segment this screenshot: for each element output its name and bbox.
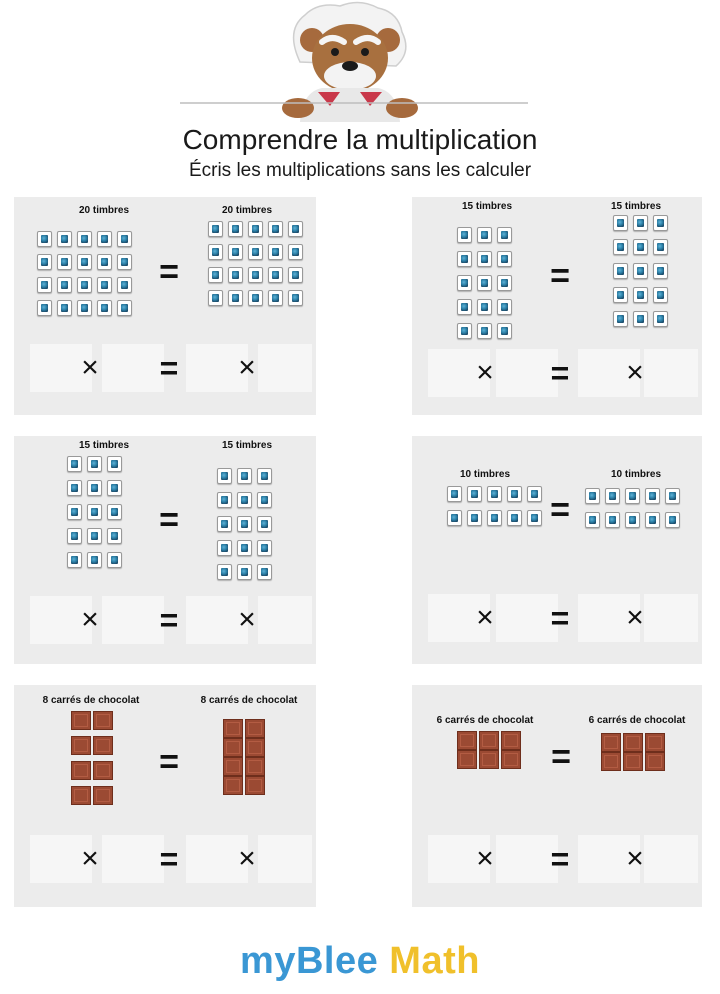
stamp-icon	[248, 221, 263, 237]
item-row	[214, 516, 274, 532]
stamp-icon	[208, 267, 223, 283]
chocolate-square-icon	[645, 752, 665, 771]
stamp-icon	[507, 486, 522, 502]
stamp-icon	[87, 504, 102, 520]
logo-part-2: Math	[378, 940, 480, 982]
item-row	[34, 277, 134, 293]
stamp-icon	[248, 244, 263, 260]
stamp-icon	[107, 504, 122, 520]
chocolate-square-icon	[245, 738, 265, 757]
stamp-icon	[107, 552, 122, 568]
answer-row	[412, 835, 702, 883]
stamp-icon	[257, 564, 272, 580]
stamp-icon	[467, 510, 482, 526]
stamp-icon	[633, 311, 648, 327]
stamp-icon	[97, 300, 112, 316]
item-row	[214, 468, 274, 484]
stamp-icon	[665, 488, 680, 504]
item-row	[582, 488, 682, 504]
right-group-label: 15 timbres	[221, 440, 273, 451]
stamp-icon	[217, 540, 232, 556]
item-row	[34, 231, 134, 247]
stamp-icon	[97, 254, 112, 270]
right-group-label: 8 carrés de chocolat	[200, 695, 298, 706]
item-row	[454, 323, 514, 339]
left-item-group	[454, 227, 514, 347]
answer-box-4[interactable]	[258, 344, 312, 392]
item-row	[70, 736, 114, 755]
chocolate-square-icon	[601, 752, 621, 771]
left-group-label: 20 timbres	[78, 205, 130, 216]
stamp-icon	[57, 254, 72, 270]
stamp-icon	[457, 227, 472, 243]
stamp-icon	[497, 275, 512, 291]
stamp-icon	[57, 231, 72, 247]
stamp-icon	[57, 300, 72, 316]
item-row	[600, 733, 666, 752]
stamp-icon	[653, 239, 668, 255]
right-item-group	[610, 215, 670, 335]
stamp-icon	[487, 486, 502, 502]
stamp-icon	[653, 263, 668, 279]
answer-row	[14, 596, 316, 644]
stamp-icon	[288, 244, 303, 260]
stamp-icon	[37, 231, 52, 247]
stamp-icon	[613, 239, 628, 255]
chocolate-square-icon	[501, 750, 521, 769]
stamp-icon	[77, 300, 92, 316]
item-row	[205, 221, 305, 237]
stamp-icon	[237, 564, 252, 580]
answer-row	[14, 835, 316, 883]
stamp-icon	[77, 277, 92, 293]
chocolate-square-icon	[245, 719, 265, 738]
item-row	[454, 251, 514, 267]
stamp-icon	[97, 231, 112, 247]
stamp-icon	[527, 510, 542, 526]
chocolate-square-icon	[601, 733, 621, 752]
chocolate-square-icon	[93, 786, 113, 805]
item-row	[456, 731, 522, 750]
stamp-icon	[228, 221, 243, 237]
item-row	[610, 311, 670, 327]
group-equals-sign: =	[159, 253, 179, 291]
left-item-group	[456, 731, 522, 769]
stamp-icon	[217, 516, 232, 532]
answer-box-4[interactable]	[644, 594, 698, 642]
stamp-icon	[288, 267, 303, 283]
left-item-group	[34, 231, 134, 323]
stamp-icon	[237, 540, 252, 556]
item-row	[70, 786, 114, 805]
stamp-icon	[257, 516, 272, 532]
chocolate-square-icon	[223, 757, 243, 776]
stamp-icon	[613, 263, 628, 279]
item-row	[70, 761, 114, 780]
stamp-icon	[477, 275, 492, 291]
stamp-icon	[237, 516, 252, 532]
stamp-icon	[527, 486, 542, 502]
group-equals-sign: =	[550, 257, 570, 295]
stamp-icon	[645, 488, 660, 504]
item-row	[205, 267, 305, 283]
stamp-icon	[257, 540, 272, 556]
item-row	[610, 263, 670, 279]
item-row	[454, 227, 514, 243]
stamp-icon	[217, 492, 232, 508]
left-item-group	[444, 486, 544, 534]
mascot-illustration	[0, 0, 720, 122]
stamp-icon	[67, 528, 82, 544]
item-row	[222, 757, 266, 776]
stamp-icon	[217, 564, 232, 580]
equals-sign: =	[159, 350, 179, 386]
equals-sign: =	[550, 355, 570, 391]
answer-row	[412, 594, 702, 642]
equals-sign: =	[550, 841, 570, 877]
stamp-icon	[257, 468, 272, 484]
item-row	[454, 275, 514, 291]
item-row	[214, 564, 274, 580]
item-row	[222, 738, 266, 757]
stamp-icon	[585, 512, 600, 528]
stamp-icon	[237, 468, 252, 484]
stamp-icon	[653, 287, 668, 303]
stamp-icon	[625, 512, 640, 528]
stamp-icon	[487, 510, 502, 526]
chocolate-square-icon	[623, 752, 643, 771]
item-row	[64, 528, 124, 544]
times-sign: ×	[626, 601, 644, 634]
stamp-icon	[248, 267, 263, 283]
item-row	[34, 300, 134, 316]
item-row	[214, 540, 274, 556]
stamp-icon	[633, 239, 648, 255]
item-row	[64, 552, 124, 568]
stamp-icon	[208, 221, 223, 237]
left-item-group	[64, 456, 124, 576]
page-subtitle: Écris les multiplications sans les calculer	[188, 160, 532, 181]
stamp-icon	[208, 290, 223, 306]
item-row	[444, 486, 544, 502]
stamp-icon	[268, 221, 283, 237]
times-sign: ×	[626, 356, 644, 389]
times-sign: ×	[476, 842, 494, 875]
right-item-group	[600, 733, 666, 771]
stamp-icon	[497, 299, 512, 315]
chocolate-square-icon	[245, 757, 265, 776]
exercise-panel-4	[412, 436, 702, 664]
item-row	[214, 492, 274, 508]
chocolate-square-icon	[245, 776, 265, 795]
stamp-icon	[268, 244, 283, 260]
answer-box-4[interactable]	[258, 596, 312, 644]
stamp-icon	[613, 287, 628, 303]
chocolate-square-icon	[457, 750, 477, 769]
stamp-icon	[497, 323, 512, 339]
exercise-panel-3	[14, 436, 316, 664]
stamp-icon	[37, 300, 52, 316]
stamp-icon	[77, 254, 92, 270]
page-title: Comprendre la multiplication	[182, 124, 538, 155]
stamp-icon	[117, 231, 132, 247]
chocolate-square-icon	[479, 731, 499, 750]
stamp-icon	[477, 251, 492, 267]
stamp-icon	[585, 488, 600, 504]
times-sign: ×	[238, 603, 256, 636]
chocolate-square-icon	[71, 736, 91, 755]
stamp-icon	[37, 254, 52, 270]
stamp-icon	[228, 267, 243, 283]
stamp-icon	[208, 244, 223, 260]
stamp-icon	[477, 323, 492, 339]
chocolate-square-icon	[645, 733, 665, 752]
times-sign: ×	[81, 603, 99, 636]
times-sign: ×	[238, 351, 256, 384]
chocolate-square-icon	[93, 736, 113, 755]
item-row	[610, 239, 670, 255]
exercise-panel-6	[412, 685, 702, 907]
times-sign: ×	[81, 842, 99, 875]
stamp-icon	[67, 552, 82, 568]
stamp-icon	[288, 290, 303, 306]
stamp-icon	[665, 512, 680, 528]
stamp-icon	[653, 311, 668, 327]
stamp-icon	[457, 251, 472, 267]
left-group-label: 15 timbres	[78, 440, 130, 451]
group-equals-sign: =	[159, 743, 179, 781]
stamp-icon	[447, 510, 462, 526]
stamp-icon	[497, 227, 512, 243]
group-equals-sign: =	[550, 491, 570, 529]
stamp-icon	[467, 486, 482, 502]
chocolate-square-icon	[93, 761, 113, 780]
item-row	[222, 776, 266, 795]
times-sign: ×	[626, 842, 644, 875]
right-item-group	[222, 719, 266, 795]
exercise-panel-1	[14, 197, 316, 415]
right-group-label: 10 timbres	[610, 469, 662, 480]
group-equals-sign: =	[159, 501, 179, 539]
answer-box-4[interactable]	[644, 349, 698, 397]
stamp-icon	[477, 227, 492, 243]
stamp-icon	[228, 244, 243, 260]
group-equals-sign: =	[551, 738, 571, 776]
stamp-icon	[625, 488, 640, 504]
item-row	[610, 287, 670, 303]
exercise-panel-2	[412, 197, 702, 415]
stamp-icon	[633, 215, 648, 231]
stamp-icon	[288, 221, 303, 237]
chocolate-square-icon	[457, 731, 477, 750]
answer-box-4[interactable]	[258, 835, 312, 883]
stamp-icon	[457, 323, 472, 339]
chocolate-square-icon	[623, 733, 643, 752]
right-group-label: 6 carrés de chocolat	[588, 715, 686, 726]
stamp-icon	[77, 231, 92, 247]
right-group-label: 20 timbres	[221, 205, 273, 216]
stamp-icon	[633, 287, 648, 303]
left-item-group	[70, 711, 114, 811]
brand-logo	[0, 940, 720, 983]
item-row	[64, 456, 124, 472]
equals-sign: =	[159, 841, 179, 877]
stamp-icon	[605, 512, 620, 528]
stamp-icon	[87, 528, 102, 544]
stamp-icon	[67, 504, 82, 520]
stamp-icon	[248, 290, 263, 306]
times-sign: ×	[476, 356, 494, 389]
stamp-icon	[67, 456, 82, 472]
stamp-icon	[653, 215, 668, 231]
item-row	[444, 510, 544, 526]
times-sign: ×	[238, 842, 256, 875]
left-group-label: 8 carrés de chocolat	[42, 695, 140, 706]
equals-sign: =	[159, 602, 179, 638]
item-row	[582, 512, 682, 528]
stamp-icon	[67, 480, 82, 496]
stamp-icon	[507, 510, 522, 526]
right-item-group	[582, 488, 682, 536]
answer-row	[412, 349, 702, 397]
stamp-icon	[117, 254, 132, 270]
stamp-icon	[117, 277, 132, 293]
chocolate-square-icon	[71, 761, 91, 780]
item-row	[64, 504, 124, 520]
item-row	[70, 711, 114, 730]
exercise-panel-5	[14, 685, 316, 907]
stamp-icon	[217, 468, 232, 484]
stamp-icon	[87, 480, 102, 496]
stamp-icon	[107, 528, 122, 544]
stamp-icon	[605, 488, 620, 504]
item-row	[600, 752, 666, 771]
item-row	[456, 750, 522, 769]
stamp-icon	[447, 486, 462, 502]
stamp-icon	[497, 251, 512, 267]
chocolate-square-icon	[71, 711, 91, 730]
left-group-label: 15 timbres	[461, 201, 513, 212]
chocolate-square-icon	[223, 738, 243, 757]
right-item-group	[205, 221, 305, 313]
item-row	[205, 290, 305, 306]
item-row	[64, 480, 124, 496]
bear-mascot-icon	[282, 2, 418, 122]
item-row	[205, 244, 305, 260]
stamp-icon	[228, 290, 243, 306]
stamp-icon	[57, 277, 72, 293]
stamp-icon	[645, 512, 660, 528]
stamp-icon	[117, 300, 132, 316]
item-row	[34, 254, 134, 270]
chocolate-square-icon	[501, 731, 521, 750]
answer-row	[14, 344, 316, 392]
right-item-group	[214, 468, 274, 588]
stamp-icon	[37, 277, 52, 293]
right-group-label: 15 timbres	[610, 201, 662, 212]
stamp-icon	[97, 277, 112, 293]
stamp-icon	[268, 290, 283, 306]
stamp-icon	[633, 263, 648, 279]
chocolate-square-icon	[223, 719, 243, 738]
stamp-icon	[107, 456, 122, 472]
item-row	[454, 299, 514, 315]
times-sign: ×	[81, 351, 99, 384]
item-row	[610, 215, 670, 231]
left-group-label: 10 timbres	[459, 469, 511, 480]
stamp-icon	[237, 492, 252, 508]
chocolate-square-icon	[223, 776, 243, 795]
stamp-icon	[107, 480, 122, 496]
chocolate-square-icon	[71, 786, 91, 805]
logo-part-1: myBlee	[240, 940, 379, 982]
stamp-icon	[268, 267, 283, 283]
stamp-icon	[257, 492, 272, 508]
chocolate-square-icon	[479, 750, 499, 769]
chocolate-square-icon	[93, 711, 113, 730]
item-row	[222, 719, 266, 738]
stamp-icon	[613, 311, 628, 327]
stamp-icon	[87, 552, 102, 568]
answer-box-4[interactable]	[644, 835, 698, 883]
stamp-icon	[457, 299, 472, 315]
times-sign: ×	[476, 601, 494, 634]
stamp-icon	[613, 215, 628, 231]
left-group-label: 6 carrés de chocolat	[436, 715, 534, 726]
stamp-icon	[477, 299, 492, 315]
stamp-icon	[87, 456, 102, 472]
equals-sign: =	[550, 600, 570, 636]
stamp-icon	[457, 275, 472, 291]
